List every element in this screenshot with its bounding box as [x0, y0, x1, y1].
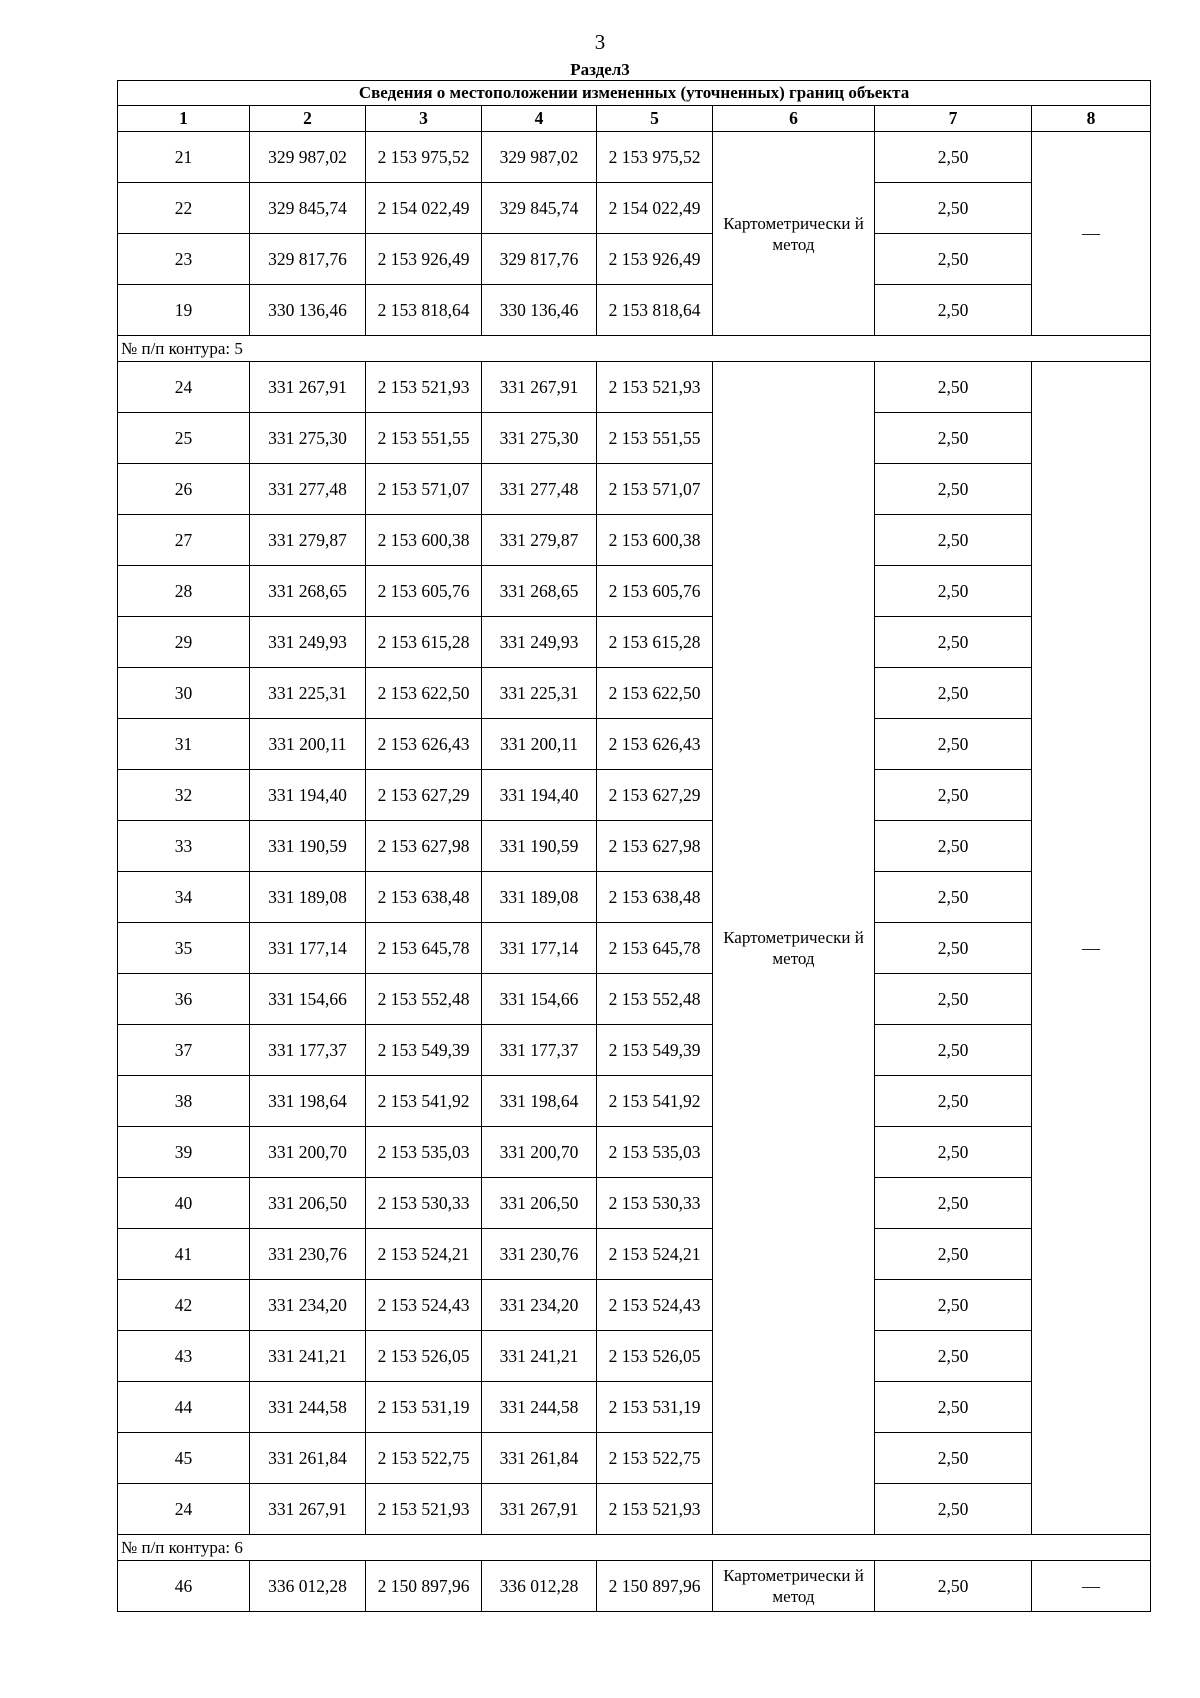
y-coordinate-new: 2 153 541,92 [597, 1076, 713, 1127]
y-coordinate-new: 2 153 521,93 [597, 362, 713, 413]
y-coordinate: 2 153 627,29 [366, 770, 482, 821]
y-coordinate-new: 2 153 926,49 [597, 234, 713, 285]
y-coordinate-new: 2 153 551,55 [597, 413, 713, 464]
point-number: 19 [118, 285, 250, 336]
x-coordinate: 331 225,31 [250, 668, 366, 719]
y-coordinate: 2 153 571,07 [366, 464, 482, 515]
x-coordinate: 331 234,20 [250, 1280, 366, 1331]
point-number: 29 [118, 617, 250, 668]
x-coordinate: 331 194,40 [250, 770, 366, 821]
table-row [118, 1229, 1151, 1280]
x-coordinate: 331 275,30 [250, 413, 366, 464]
x-coordinate: 331 267,91 [250, 1484, 366, 1535]
y-coordinate: 2 153 524,21 [366, 1229, 482, 1280]
point-number: 24 [118, 1484, 250, 1535]
y-coordinate-new: 2 154 022,49 [597, 183, 713, 234]
page-number: 3 [594, 30, 606, 54]
point-number: 32 [118, 770, 250, 821]
y-coordinate: 2 153 526,05 [366, 1331, 482, 1382]
x-coordinate: 331 241,21 [250, 1331, 366, 1382]
table-row [118, 515, 1151, 566]
y-coordinate: 2 153 522,75 [366, 1433, 482, 1484]
y-coordinate: 2 153 541,92 [366, 1076, 482, 1127]
point-number: 38 [118, 1076, 250, 1127]
table-row [118, 362, 1151, 413]
y-coordinate-new: 2 153 521,93 [597, 1484, 713, 1535]
table-row [118, 872, 1151, 923]
x-coordinate: 329 987,02 [250, 132, 366, 183]
precision-value: 2,50 [875, 1076, 1032, 1127]
point-number: 33 [118, 821, 250, 872]
contour-label-row [118, 1535, 1151, 1561]
x-coordinate-new: 329 845,74 [482, 183, 597, 234]
y-coordinate: 2 153 645,78 [366, 923, 482, 974]
x-coordinate-new: 331 268,65 [482, 566, 597, 617]
table-row [118, 1280, 1151, 1331]
x-coordinate-new: 331 279,87 [482, 515, 597, 566]
y-coordinate: 2 153 521,93 [366, 1484, 482, 1535]
point-number: 36 [118, 974, 250, 1025]
y-coordinate-new: 2 153 627,29 [597, 770, 713, 821]
table-row [118, 1076, 1151, 1127]
point-number: 30 [118, 668, 250, 719]
y-coordinate: 2 153 818,64 [366, 285, 482, 336]
point-number: 37 [118, 1025, 250, 1076]
x-coordinate: 331 244,58 [250, 1382, 366, 1433]
x-coordinate-new: 331 244,58 [482, 1382, 597, 1433]
x-coordinate-new: 331 261,84 [482, 1433, 597, 1484]
precision-value: 2,50 [875, 1127, 1032, 1178]
y-coordinate: 2 153 552,48 [366, 974, 482, 1025]
x-coordinate: 331 249,93 [250, 617, 366, 668]
table-row [118, 770, 1151, 821]
precision-value: 2,50 [875, 1280, 1032, 1331]
y-coordinate-new: 2 153 522,75 [597, 1433, 713, 1484]
precision-value: 2,50 [875, 1561, 1032, 1612]
x-coordinate-new: 331 177,14 [482, 923, 597, 974]
x-coordinate-new: 331 206,50 [482, 1178, 597, 1229]
y-coordinate-new: 2 153 615,28 [597, 617, 713, 668]
y-coordinate-new: 2 153 526,05 [597, 1331, 713, 1382]
column-header: 4 [482, 106, 597, 132]
table-row [118, 285, 1151, 336]
precision-value: 2,50 [875, 515, 1032, 566]
column-header: 7 [875, 106, 1032, 132]
x-coordinate: 331 177,14 [250, 923, 366, 974]
y-coordinate: 2 153 521,93 [366, 362, 482, 413]
point-number: 44 [118, 1382, 250, 1433]
table-row [118, 1484, 1151, 1535]
x-coordinate-new: 331 241,21 [482, 1331, 597, 1382]
table-row [118, 1433, 1151, 1484]
x-coordinate-new: 331 267,91 [482, 1484, 597, 1535]
y-coordinate: 2 153 524,43 [366, 1280, 482, 1331]
column-header: 6 [713, 106, 875, 132]
y-coordinate-new: 2 153 531,19 [597, 1382, 713, 1433]
contour-label: № п/п контура: 5 [118, 336, 1151, 362]
x-coordinate: 331 277,48 [250, 464, 366, 515]
precision-value: 2,50 [875, 821, 1032, 872]
precision-value: 2,50 [875, 1382, 1032, 1433]
y-coordinate: 2 154 022,49 [366, 183, 482, 234]
table-header-row [118, 106, 1151, 132]
table-row [118, 1178, 1151, 1229]
y-coordinate: 2 153 535,03 [366, 1127, 482, 1178]
table-row [118, 1025, 1151, 1076]
x-coordinate-new: 331 154,66 [482, 974, 597, 1025]
x-coordinate-new: 331 200,11 [482, 719, 597, 770]
y-coordinate: 2 153 926,49 [366, 234, 482, 285]
point-number: 24 [118, 362, 250, 413]
point-number: 26 [118, 464, 250, 515]
y-coordinate-new: 2 153 627,98 [597, 821, 713, 872]
y-coordinate: 2 153 605,76 [366, 566, 482, 617]
x-coordinate: 331 154,66 [250, 974, 366, 1025]
column-8-value: — [1032, 1561, 1151, 1612]
y-coordinate-new: 2 153 549,39 [597, 1025, 713, 1076]
table-row [118, 1382, 1151, 1433]
point-number: 40 [118, 1178, 250, 1229]
point-number: 25 [118, 413, 250, 464]
y-coordinate-new: 2 153 638,48 [597, 872, 713, 923]
table-row [118, 1331, 1151, 1382]
x-coordinate-new: 331 190,59 [482, 821, 597, 872]
y-coordinate-new: 2 153 600,38 [597, 515, 713, 566]
method-cell: Картометрически й метод [713, 132, 875, 336]
point-number: 31 [118, 719, 250, 770]
table-row [118, 617, 1151, 668]
precision-value: 2,50 [875, 668, 1032, 719]
point-number: 23 [118, 234, 250, 285]
y-coordinate-new: 2 153 524,21 [597, 1229, 713, 1280]
table-row [118, 923, 1151, 974]
table-row [118, 132, 1151, 183]
y-coordinate-new: 2 153 535,03 [597, 1127, 713, 1178]
y-coordinate-new: 2 153 524,43 [597, 1280, 713, 1331]
x-coordinate: 331 230,76 [250, 1229, 366, 1280]
x-coordinate-new: 331 277,48 [482, 464, 597, 515]
x-coordinate-new: 330 136,46 [482, 285, 597, 336]
y-coordinate: 2 153 549,39 [366, 1025, 482, 1076]
precision-value: 2,50 [875, 183, 1032, 234]
y-coordinate-new: 2 153 552,48 [597, 974, 713, 1025]
point-number: 46 [118, 1561, 250, 1612]
point-number: 42 [118, 1280, 250, 1331]
x-coordinate-new: 331 189,08 [482, 872, 597, 923]
x-coordinate-new: 331 234,20 [482, 1280, 597, 1331]
table-row [118, 1127, 1151, 1178]
method-cell: Картометрически й метод [713, 362, 875, 1535]
x-coordinate: 331 200,70 [250, 1127, 366, 1178]
precision-value: 2,50 [875, 1229, 1032, 1280]
table-row [118, 234, 1151, 285]
x-coordinate: 331 189,08 [250, 872, 366, 923]
precision-value: 2,50 [875, 464, 1032, 515]
precision-value: 2,50 [875, 974, 1032, 1025]
table-row [118, 413, 1151, 464]
table-row [118, 183, 1151, 234]
x-coordinate: 331 267,91 [250, 362, 366, 413]
point-number: 39 [118, 1127, 250, 1178]
y-coordinate-new: 2 153 818,64 [597, 285, 713, 336]
y-coordinate: 2 153 615,28 [366, 617, 482, 668]
x-coordinate-new: 331 249,93 [482, 617, 597, 668]
x-coordinate: 331 206,50 [250, 1178, 366, 1229]
precision-value: 2,50 [875, 770, 1032, 821]
x-coordinate: 336 012,28 [250, 1561, 366, 1612]
point-number: 21 [118, 132, 250, 183]
x-coordinate-new: 331 198,64 [482, 1076, 597, 1127]
point-number: 45 [118, 1433, 250, 1484]
y-coordinate: 2 153 626,43 [366, 719, 482, 770]
x-coordinate-new: 329 987,02 [482, 132, 597, 183]
x-coordinate: 331 198,64 [250, 1076, 366, 1127]
point-number: 43 [118, 1331, 250, 1382]
y-coordinate: 2 153 600,38 [366, 515, 482, 566]
point-number: 41 [118, 1229, 250, 1280]
column-header: 5 [597, 106, 713, 132]
x-coordinate: 331 200,11 [250, 719, 366, 770]
section-title: Раздел3 [570, 60, 630, 79]
method-cell: Картометрически й метод [713, 1561, 875, 1612]
column-header: 2 [250, 106, 366, 132]
x-coordinate-new: 336 012,28 [482, 1561, 597, 1612]
table-caption: Сведения о местоположении измененных (уточненных) границ объекта [118, 81, 1151, 106]
precision-value: 2,50 [875, 1433, 1032, 1484]
x-coordinate: 331 177,37 [250, 1025, 366, 1076]
precision-value: 2,50 [875, 1331, 1032, 1382]
y-coordinate-new: 2 153 571,07 [597, 464, 713, 515]
precision-value: 2,50 [875, 285, 1032, 336]
column-header: 3 [366, 106, 482, 132]
column-header: 1 [118, 106, 250, 132]
y-coordinate-new: 2 153 975,52 [597, 132, 713, 183]
precision-value: 2,50 [875, 362, 1032, 413]
point-number: 27 [118, 515, 250, 566]
point-number: 28 [118, 566, 250, 617]
table-row [118, 821, 1151, 872]
precision-value: 2,50 [875, 719, 1032, 770]
x-coordinate-new: 331 230,76 [482, 1229, 597, 1280]
coordinates-table [117, 80, 1151, 1612]
precision-value: 2,50 [875, 1025, 1032, 1076]
table-caption-row [118, 81, 1151, 106]
y-coordinate-new: 2 153 645,78 [597, 923, 713, 974]
y-coordinate: 2 153 627,98 [366, 821, 482, 872]
y-coordinate: 2 153 975,52 [366, 132, 482, 183]
y-coordinate: 2 153 638,48 [366, 872, 482, 923]
x-coordinate-new: 331 177,37 [482, 1025, 597, 1076]
precision-value: 2,50 [875, 923, 1032, 974]
x-coordinate: 331 268,65 [250, 566, 366, 617]
column-8-value: — [1032, 362, 1151, 1535]
table-row [118, 668, 1151, 719]
precision-value: 2,50 [875, 413, 1032, 464]
x-coordinate: 331 279,87 [250, 515, 366, 566]
table-row [118, 566, 1151, 617]
y-coordinate: 2 150 897,96 [366, 1561, 482, 1612]
precision-value: 2,50 [875, 566, 1032, 617]
x-coordinate: 329 817,76 [250, 234, 366, 285]
point-number: 34 [118, 872, 250, 923]
y-coordinate-new: 2 153 626,43 [597, 719, 713, 770]
y-coordinate: 2 153 531,19 [366, 1382, 482, 1433]
table-row [118, 974, 1151, 1025]
x-coordinate: 329 845,74 [250, 183, 366, 234]
y-coordinate-new: 2 150 897,96 [597, 1561, 713, 1612]
point-number: 35 [118, 923, 250, 974]
y-coordinate-new: 2 153 530,33 [597, 1178, 713, 1229]
point-number: 22 [118, 183, 250, 234]
table-row [118, 464, 1151, 515]
table-row [118, 1561, 1151, 1612]
precision-value: 2,50 [875, 132, 1032, 183]
precision-value: 2,50 [875, 234, 1032, 285]
y-coordinate: 2 153 622,50 [366, 668, 482, 719]
x-coordinate-new: 329 817,76 [482, 234, 597, 285]
column-header: 8 [1032, 106, 1151, 132]
x-coordinate-new: 331 194,40 [482, 770, 597, 821]
contour-label-row [118, 336, 1151, 362]
y-coordinate-new: 2 153 622,50 [597, 668, 713, 719]
column-8-value: — [1032, 132, 1151, 336]
y-coordinate: 2 153 551,55 [366, 413, 482, 464]
precision-value: 2,50 [875, 1484, 1032, 1535]
precision-value: 2,50 [875, 617, 1032, 668]
x-coordinate: 331 190,59 [250, 821, 366, 872]
table-row [118, 719, 1151, 770]
x-coordinate-new: 331 267,91 [482, 362, 597, 413]
precision-value: 2,50 [875, 872, 1032, 923]
precision-value: 2,50 [875, 1178, 1032, 1229]
contour-label: № п/п контура: 6 [118, 1535, 1151, 1561]
x-coordinate: 330 136,46 [250, 285, 366, 336]
x-coordinate-new: 331 200,70 [482, 1127, 597, 1178]
x-coordinate: 331 261,84 [250, 1433, 366, 1484]
y-coordinate: 2 153 530,33 [366, 1178, 482, 1229]
x-coordinate-new: 331 275,30 [482, 413, 597, 464]
y-coordinate-new: 2 153 605,76 [597, 566, 713, 617]
x-coordinate-new: 331 225,31 [482, 668, 597, 719]
